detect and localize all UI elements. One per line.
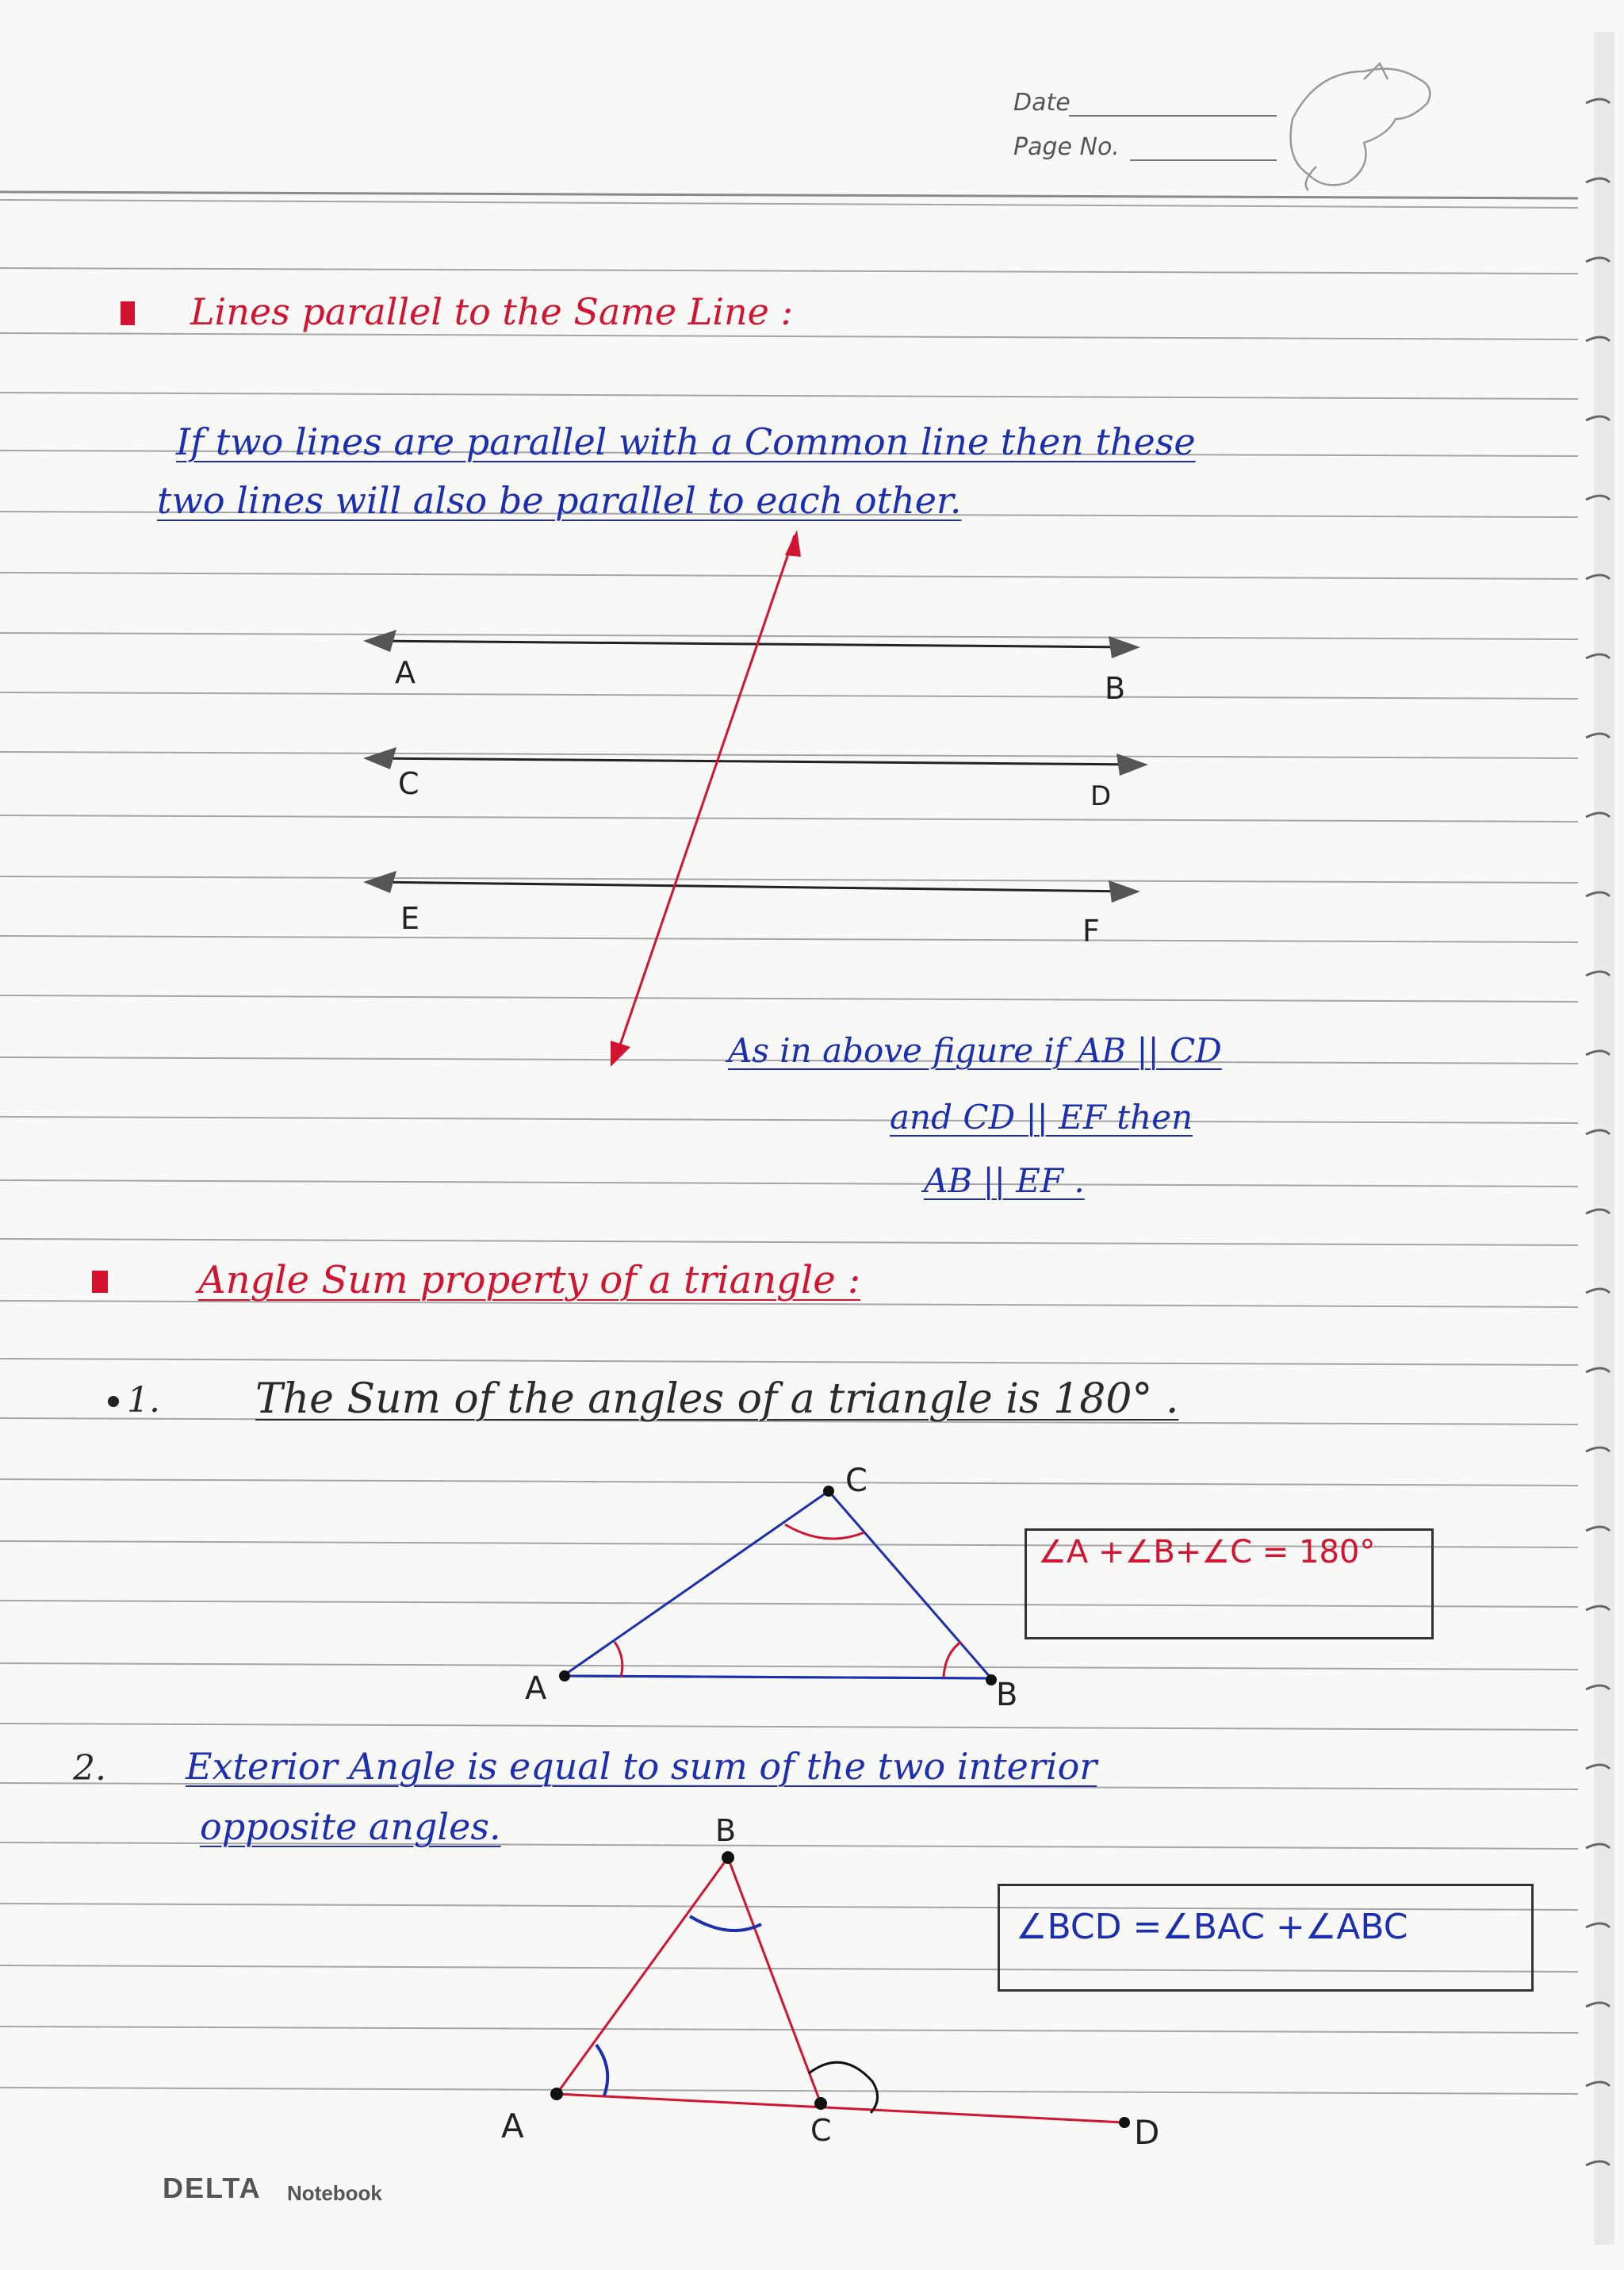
triangle2-label-a: A [501, 2107, 524, 2145]
label-d: D [1090, 780, 1112, 812]
date-label: Date [1013, 89, 1071, 117]
triangle1-label-c: C [845, 1463, 868, 1499]
item2-line1: Exterior Angle is equal to sum of the two interior [186, 1745, 1097, 1788]
item1-number: 1. [127, 1380, 160, 1421]
triangle2-label-c: C [810, 2113, 832, 2148]
brand-sub: Notebook [287, 2181, 382, 2205]
page-number-label: Page No. [1013, 133, 1120, 161]
brand-name: DELTA [163, 2172, 262, 2204]
side-bc [728, 1858, 821, 2103]
triangle1-label-b: B [996, 1677, 1018, 1713]
section1-heading: Lines parallel to the Same Line : [190, 290, 793, 333]
side-ad [557, 2094, 1124, 2122]
angle-a-arc [596, 2045, 607, 2096]
section1-note-line1: As in above figure if AB || CD [728, 1031, 1222, 1070]
section1-statement-line2: two lines will also be parallel to each other. [157, 479, 962, 522]
item2-number: 2. [73, 1748, 106, 1789]
section1-note-line2: and CD || EF then [890, 1098, 1193, 1137]
label-e: E [400, 901, 420, 936]
section2-heading: Angle Sum property of a triangle : [198, 1258, 861, 1302]
formula2-text: ∠BCD =∠BAC +∠ABC [1016, 1907, 1408, 1947]
formula1-text: ∠A +∠B+∠C = 180° [1038, 1534, 1376, 1570]
side-ab [557, 1858, 728, 2094]
triangle1-label-a: A [525, 1670, 547, 1707]
item2-line2: opposite angles. [200, 1805, 501, 1848]
section1-statement-line1: If two lines are parallel with a Common line then these [176, 420, 1196, 463]
label-b: B [1105, 671, 1126, 706]
label-c: C [398, 766, 419, 801]
triangle2-label-b: B [715, 1813, 737, 1848]
triangle2-label-d: D [1134, 2113, 1160, 2152]
formula2-box [998, 1884, 1534, 1992]
item1-text: The Sum of the angles of a triangle is 180° . [255, 1375, 1179, 1423]
label-a: A [395, 655, 416, 690]
section1-note-line3: AB || EF . [924, 1161, 1085, 1200]
label-f: F [1082, 914, 1100, 949]
